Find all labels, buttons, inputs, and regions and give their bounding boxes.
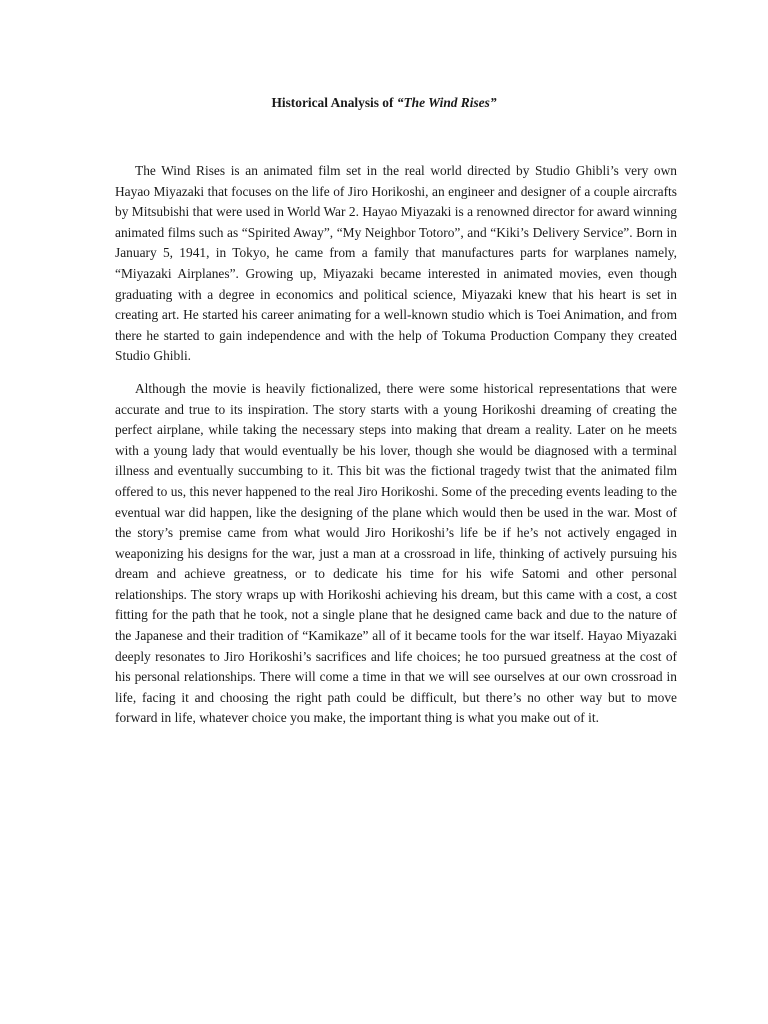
paragraph-1: The Wind Rises is an animated film set in the real world directed by Studio Ghibli’s very own Hayao Miyazaki that focuses on the life of Jiro Horikoshi, an engineer and designer of a couple aircrafts by Mitsubishi that were used in World War 2. Hayao Miyazaki is a renowned director for award winning animated films such as “Spirited Away”, “My Neighbor Totoro”, and “Kiki’s Delivery Service”. Born in January 5, 1941, in Tokyo, he came from a family that manufactures parts for warplanes namely, “Miyazaki Airplanes”. Growing up, Miyazaki became interested in animated movies, even though graduating with a degree in economics and political science, Miyazaki knew that his heart is set in creating art. He started his career animating for a well-known studio which is Toei Animation, and from there he started to gain independence and with the help of Tokuma Production Company they created Studio Ghibli. (115, 163, 677, 364)
title-prefix: Historical Analysis of (271, 95, 397, 110)
paragraph-2: Although the movie is heavily fictionalized, there were some historical representations that were accurate and true to its inspiration. The story starts with a young Horikoshi dreaming of creating the perfect airplane, while taking the necessary steps into making that dream a reality. Later on he meets with a young lady that would eventually be his lover, though she would be diagnosed with a terminal illness and eventually succumbing to it. This bit was the fictional tragedy twist that the animated film offered to us, this never happened to the real Jiro Horikoshi. Some of the preceding events leading to the eventual war did happen, like the designing of the plane which would then be used in the war. Most of the story’s premise came from what would Jiro Horikoshi’s life be if he’s not actively engaged in weaponizing his designs for the war, just a man at a crossroad in life, thinking of actively pursuing his dream and achieve greatness, or to dedicate his time for his wife Satomi and other personal relationships. The story wraps up with Horikoshi achieving his dream, but this came with a cost, a cost fitting for the path that he took, not a single plane that he designed came back and due to the nature of the Japanese and their tradition of “Kamikaze” all of it became tools for the war itself. Hayao Miyazaki deeply resonates to Jiro Horikoshi’s sacrifices and life choices; he too pursued greatness at the cost of his personal relationships. There will come a time in that we will see ourselves at our own crossroad in life, facing it and choosing the right path could be difficult, but there’s no other way but to move forward in life, whatever choice you make, the important thing is what you make out of it. (115, 380, 677, 726)
title-film-name: “The Wind Rises” (396, 95, 497, 110)
document-title (0, 95, 768, 111)
document-body (115, 161, 677, 729)
